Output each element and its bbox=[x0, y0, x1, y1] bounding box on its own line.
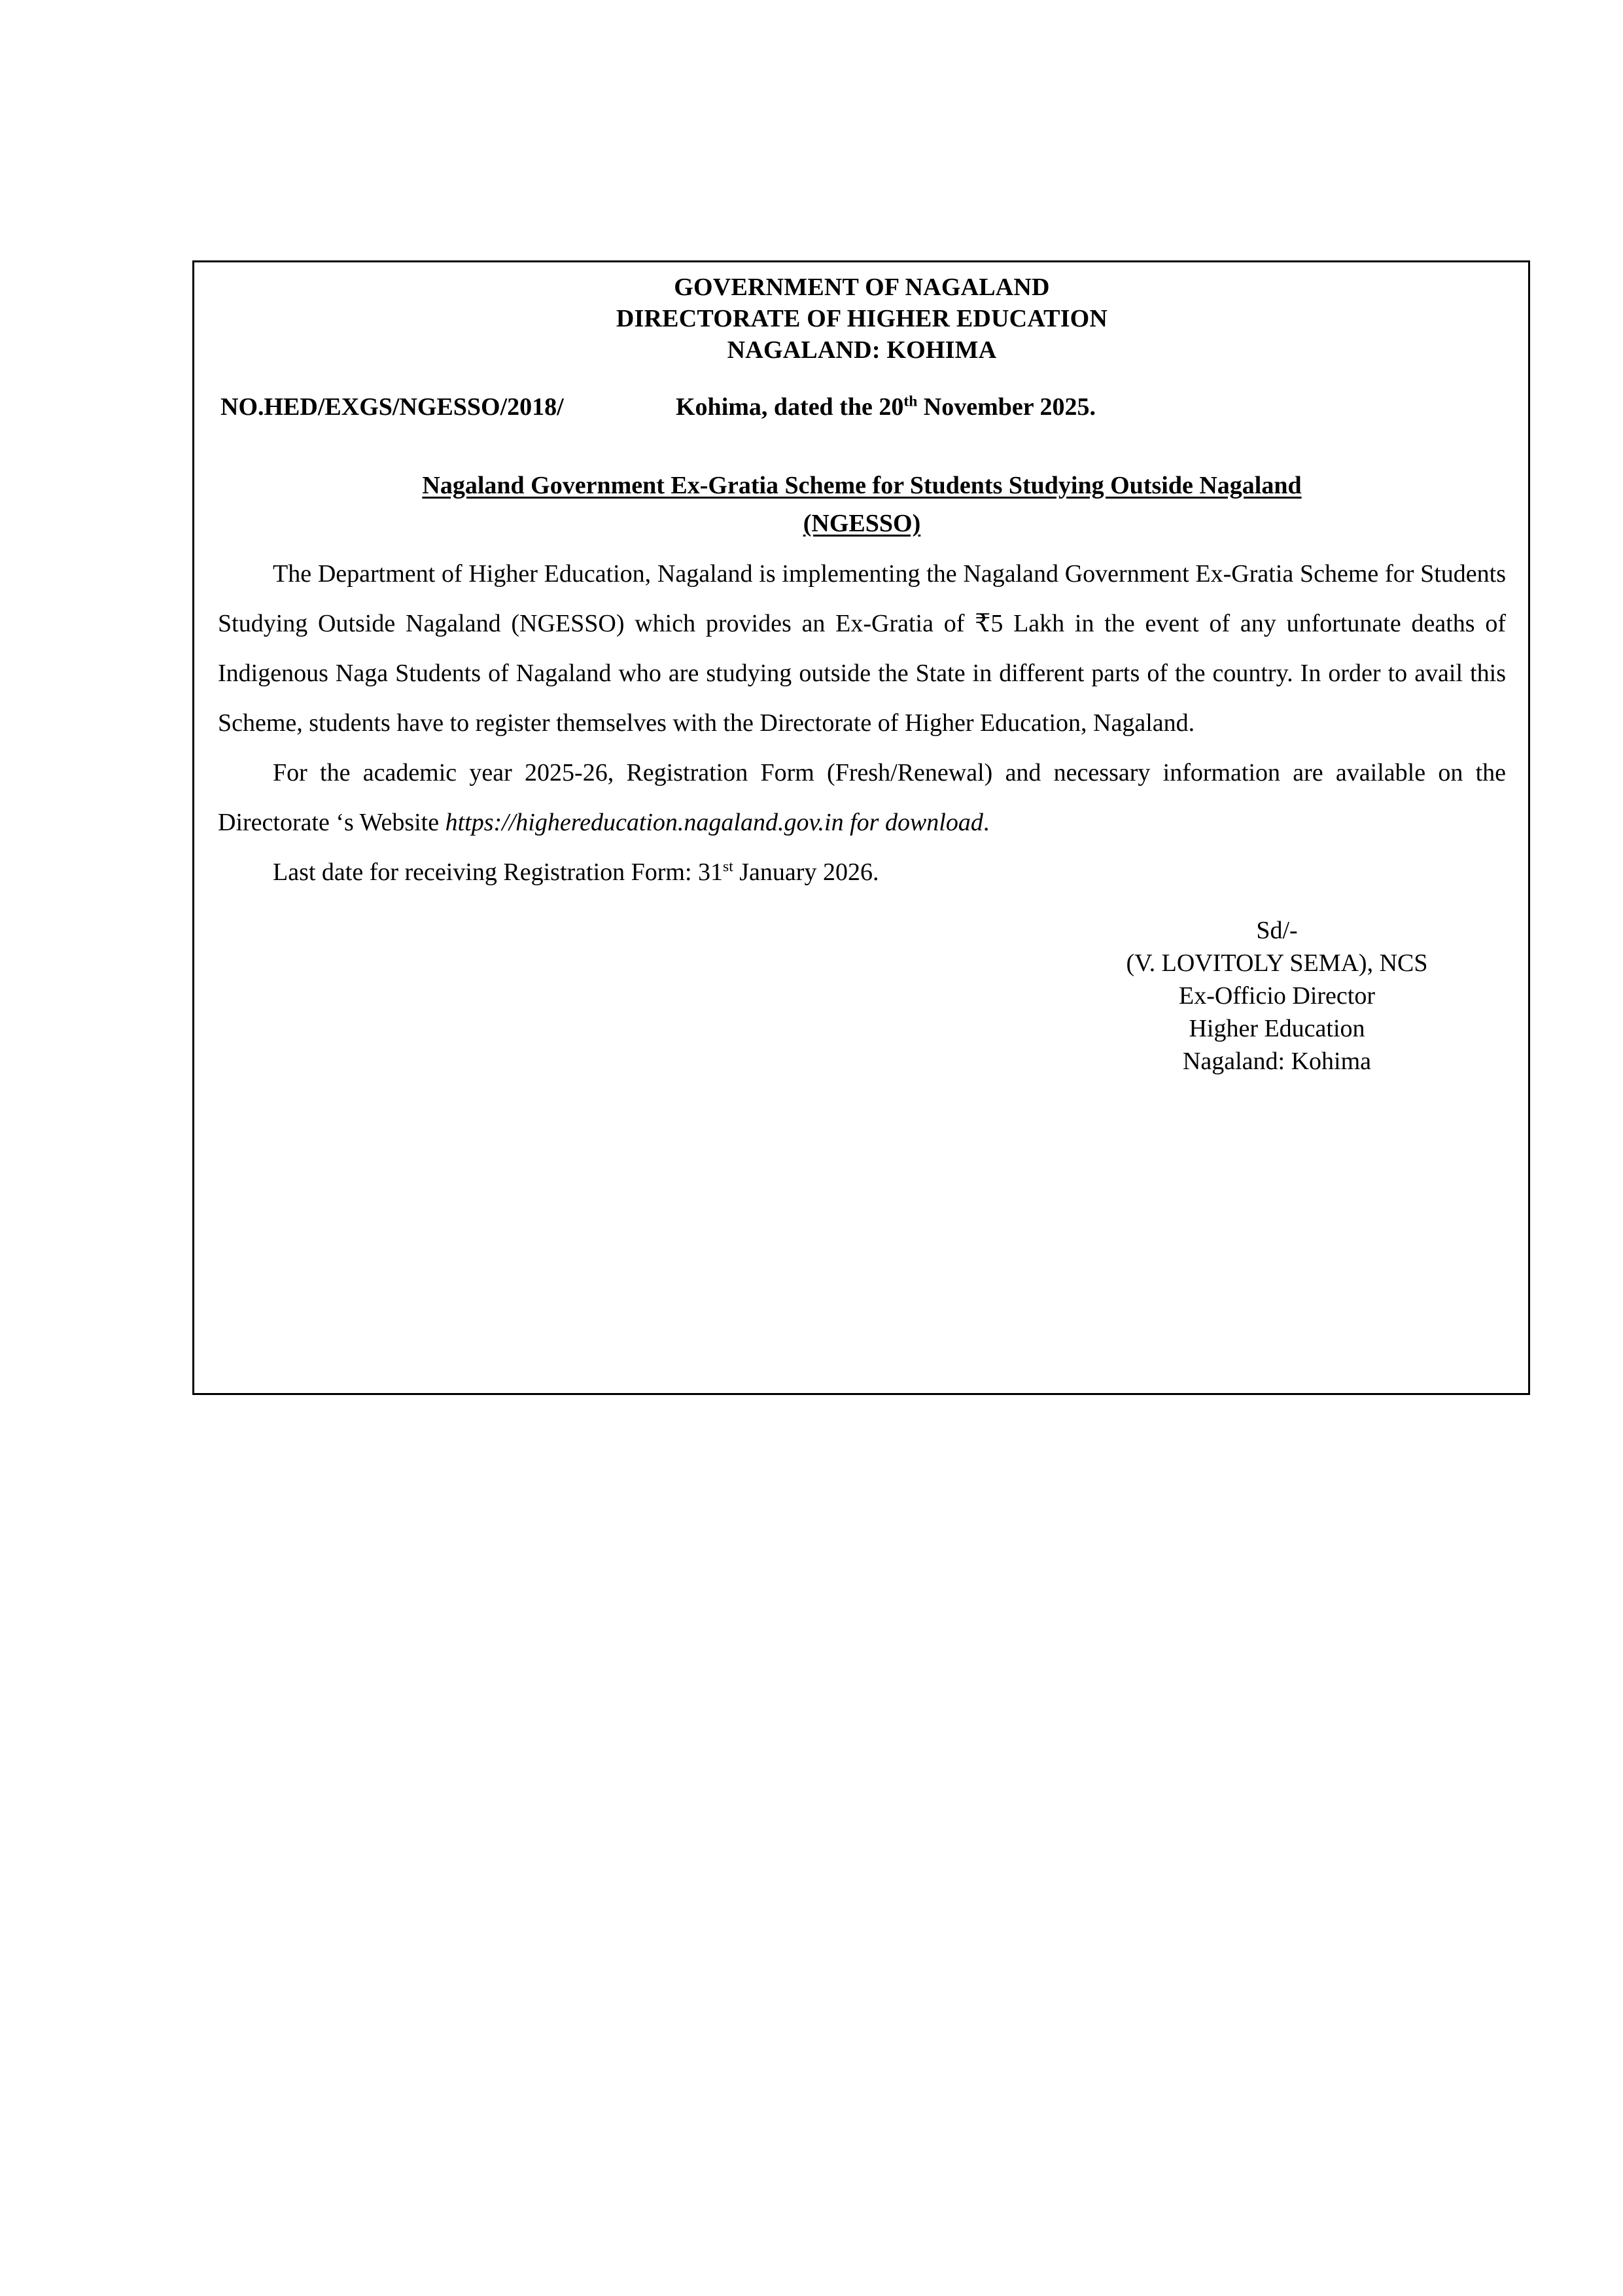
letterhead-line-location: NAGALAND: KOHIMA bbox=[727, 336, 997, 364]
signature-block bbox=[1068, 914, 1486, 1078]
signatory-location: Nagaland: Kohima bbox=[1182, 1048, 1372, 1075]
subject-title-text-2: (NGESSO) bbox=[803, 510, 921, 537]
paragraph-2-lead-text: For the academic year 2025-26, Registration Form (Fresh/Renewal) and necessary information are available on the Directorate ‘s Website bbox=[218, 759, 1506, 836]
directorate-website-url[interactable]: https://highereducation.nagaland.gov.in bbox=[445, 809, 844, 836]
date-ordinal-suffix: th bbox=[903, 393, 918, 410]
letterhead bbox=[218, 272, 1506, 366]
last-date-ordinal-suffix: st bbox=[723, 858, 733, 875]
paragraph-2-tail-text: for download bbox=[843, 809, 983, 836]
subject-title-line-1 bbox=[218, 467, 1506, 504]
paragraph-2-end-period: . bbox=[983, 809, 990, 836]
signatory-name: (V. LOVITOLY SEMA), NCS bbox=[1126, 949, 1428, 977]
subject-title bbox=[218, 467, 1506, 542]
place-date-suffix: November 2025. bbox=[917, 393, 1096, 421]
place-date-prefix: Kohima, dated the 20 bbox=[676, 393, 904, 421]
reference-number: NO.HED/EXGS/NGESSO/2018/ bbox=[220, 393, 564, 421]
notice-box bbox=[192, 260, 1530, 1395]
subject-title-text-1: Nagaland Government Ex-Gratia Scheme for Students Studying Outside Nagaland bbox=[422, 472, 1302, 499]
reference-row bbox=[218, 392, 1506, 422]
body-paragraph-1: The Department of Higher Education, Nagaland is implementing the Nagaland Government Ex-Gratia Scheme for Students Studying Outside Nagaland (NGESSO) which provides an Ex-Gratia of ₹5 Lakh in the event of any unfortunate deaths of Indigenous Naga Students of Nagaland who are studying outside the State in different parts of the country. In order to avail this Scheme, students have to register themselves with the Directorate of Higher Education, Nagaland. bbox=[218, 560, 1506, 737]
place-and-date bbox=[676, 392, 1096, 422]
signatory-designation: Ex-Officio Director bbox=[1178, 982, 1375, 1010]
notice-content bbox=[218, 272, 1506, 1078]
body-paragraph-2 bbox=[218, 748, 1506, 847]
last-date-line bbox=[218, 847, 1506, 897]
last-date-suffix: January 2026. bbox=[733, 858, 879, 886]
letterhead-line-directorate: DIRECTORATE OF HIGHER EDUCATION bbox=[616, 305, 1108, 332]
subject-title-line-2 bbox=[218, 504, 1506, 542]
signatory-department: Higher Education bbox=[1189, 1015, 1365, 1042]
last-date-prefix: Last date for receiving Registration Form: 31 bbox=[273, 858, 724, 886]
letterhead-line-government: GOVERNMENT OF NAGALAND bbox=[674, 274, 1050, 301]
signature-sd-line: Sd/- bbox=[1256, 917, 1298, 944]
